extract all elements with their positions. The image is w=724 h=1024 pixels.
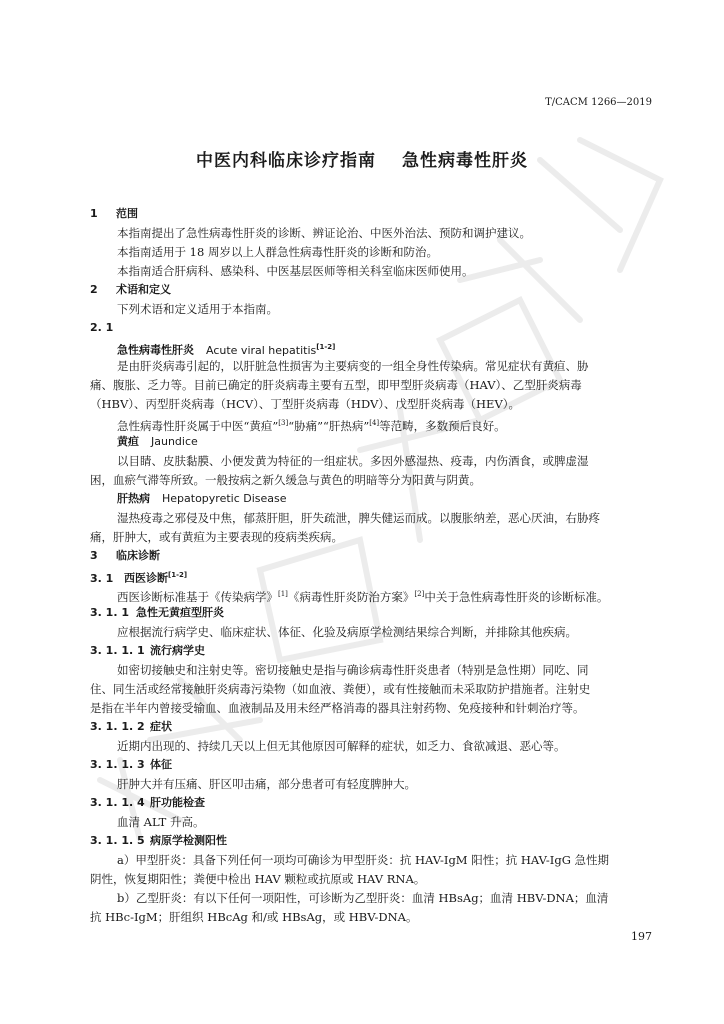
section-3-1-1-1-heading: 3. 1. 1. 1 流行病学史 — [90, 644, 205, 657]
definition-text: 困，血瘀气滞等所致。一般按病之新久缓急与黄色的明暗等分为阳黄与阴黄。 — [90, 473, 481, 487]
paragraph: 下列术语和定义适用于本指南。 — [117, 302, 278, 316]
section-2-1-number: 2. 1 — [90, 321, 114, 334]
list-item: 抗 HBc-IgM；肝组织 HBcAg 和/或 HBsAg，或 HBV-DNA。 — [90, 910, 418, 924]
page-title — [0, 146, 724, 171]
definition-text: （HBV）、丙型肝炎病毒（HCV）、丁型肝炎病毒（HDV）、戊型肝炎病毒（HEV）。 — [90, 397, 520, 411]
paragraph: 近期内出现的、持续几天以上但无其他原因可解释的症状，如乏力、食欲减退、恶心等。 — [117, 739, 566, 753]
paragraph: 本指南适合肝病科、感染科、中医基层医师等相关科室临床医师使用。 — [117, 264, 474, 278]
paragraph: 应根据流行病学史、临床症状、体征、化验及病原学检测结果综合判断，并排除其他疾病。 — [117, 625, 577, 639]
paragraph: 西医诊断标准基于《传染病学》[1]《病毒性肝炎防治方案》[2]中关于急性病毒性肝炎的诊断标准。 — [117, 589, 609, 604]
definition-text: 急性病毒性肝炎属于中医“黄疸”[3]“胁痛”“肝热病”[4]等范畴，多数预后良好。 — [117, 418, 506, 433]
paragraph: 是指在半年内曾接受输血、血液制品及用未经严格消毒的器具注射药物、免疫接种和针刺治疗等。 — [90, 701, 585, 715]
page-number: 197 — [631, 930, 652, 943]
paragraph: 如密切接触史和注射史等。密切接触史是指与确诊病毒性肝炎患者（特别是急性期）同吃、同 — [117, 663, 589, 677]
title-main: 中医内科临床诊疗指南 — [196, 151, 376, 171]
section-3-1-1-2-heading: 3. 1. 1. 2 症状 — [90, 720, 172, 733]
section-3-1-1-5-heading: 3. 1. 1. 5 病原学检测阳性 — [90, 834, 227, 847]
definition-text: 是由肝炎病毒引起的，以肝脏急性损害为主要病变的一组全身性传染病。常见症状有黄疸、胁 — [117, 359, 589, 373]
term-jaundice: 黄疸 Jaundice — [117, 435, 198, 448]
definition-text: 痛，肝肿大，或有黄疸为主要表现的疫病类疾病。 — [90, 530, 343, 544]
section-3-heading: 3 临床诊断 — [90, 549, 160, 562]
title-sub: 急性病毒性肝炎 — [402, 151, 528, 171]
section-3-1-heading: 3. 1 西医诊断[1-2] — [90, 571, 188, 585]
definition-text: 痛、腹胀、乏力等。目前已确定的肝炎病毒主要有五型，即甲型肝炎病毒（HAV）、乙型肝炎病毒 — [90, 378, 582, 392]
section-3-1-1-3-heading: 3. 1. 1. 3 体征 — [90, 758, 172, 771]
standard-code: T/CACM 1266—2019 — [545, 97, 652, 108]
term-acute-viral-hepatitis: 急性病毒性肝炎 Acute viral hepatitis[1-2] — [117, 343, 336, 357]
list-item: b）乙型肝炎：有以下任何一项阳性，可诊断为乙型肝炎：血清 HBsAg；血清 HBV-DNA；血清 — [117, 891, 609, 905]
paragraph: 肝肿大并有压痛、肝区叩击痛，部分患者可有轻度脾肿大。 — [117, 777, 416, 791]
term-hepatopyretic-disease: 肝热病 Hepatopyretic Disease — [117, 492, 287, 505]
section-1-heading: 1 范围 — [90, 207, 138, 220]
list-item: 阴性，恢复期阳性；粪便中检出 HAV 颗粒或抗原或 HAV RNA。 — [90, 872, 426, 886]
section-2-heading: 2 术语和定义 — [90, 283, 171, 296]
list-item: a）甲型肝炎：具备下列任何一项均可确诊为甲型肝炎：抗 HAV-IgM 阳性；抗 HAV-IgG 急性期 — [117, 853, 610, 867]
section-3-1-1-heading: 3. 1. 1 急性无黄疸型肝炎 — [90, 606, 224, 619]
paragraph: 本指南适用于 18 周岁以上人群急性病毒性肝炎的诊断和防治。 — [117, 245, 438, 259]
section-3-1-1-4-heading: 3. 1. 1. 4 肝功能检查 — [90, 796, 205, 809]
definition-text: 以目睛、皮肤黏膜、小便发黄为特征的一组症状。多因外感湿热、疫毒，内伤酒食，或脾虚湿 — [117, 454, 589, 468]
definition-text: 湿热疫毒之邪侵及中焦，郁蒸肝胆，肝失疏泄，脾失健运而成。以腹胀纳差，恶心厌油，右胁疼 — [117, 511, 600, 525]
paragraph: 住、同生活或经常接触肝炎病毒污染物（如血液、粪便），或有性接触而未采取防护措施者。注射史 — [90, 682, 591, 696]
paragraph: 血清 ALT 升高。 — [117, 815, 205, 829]
paragraph: 本指南提出了急性病毒性肝炎的诊断、辨证论治、中医外治法、预防和调护建议。 — [117, 226, 531, 240]
